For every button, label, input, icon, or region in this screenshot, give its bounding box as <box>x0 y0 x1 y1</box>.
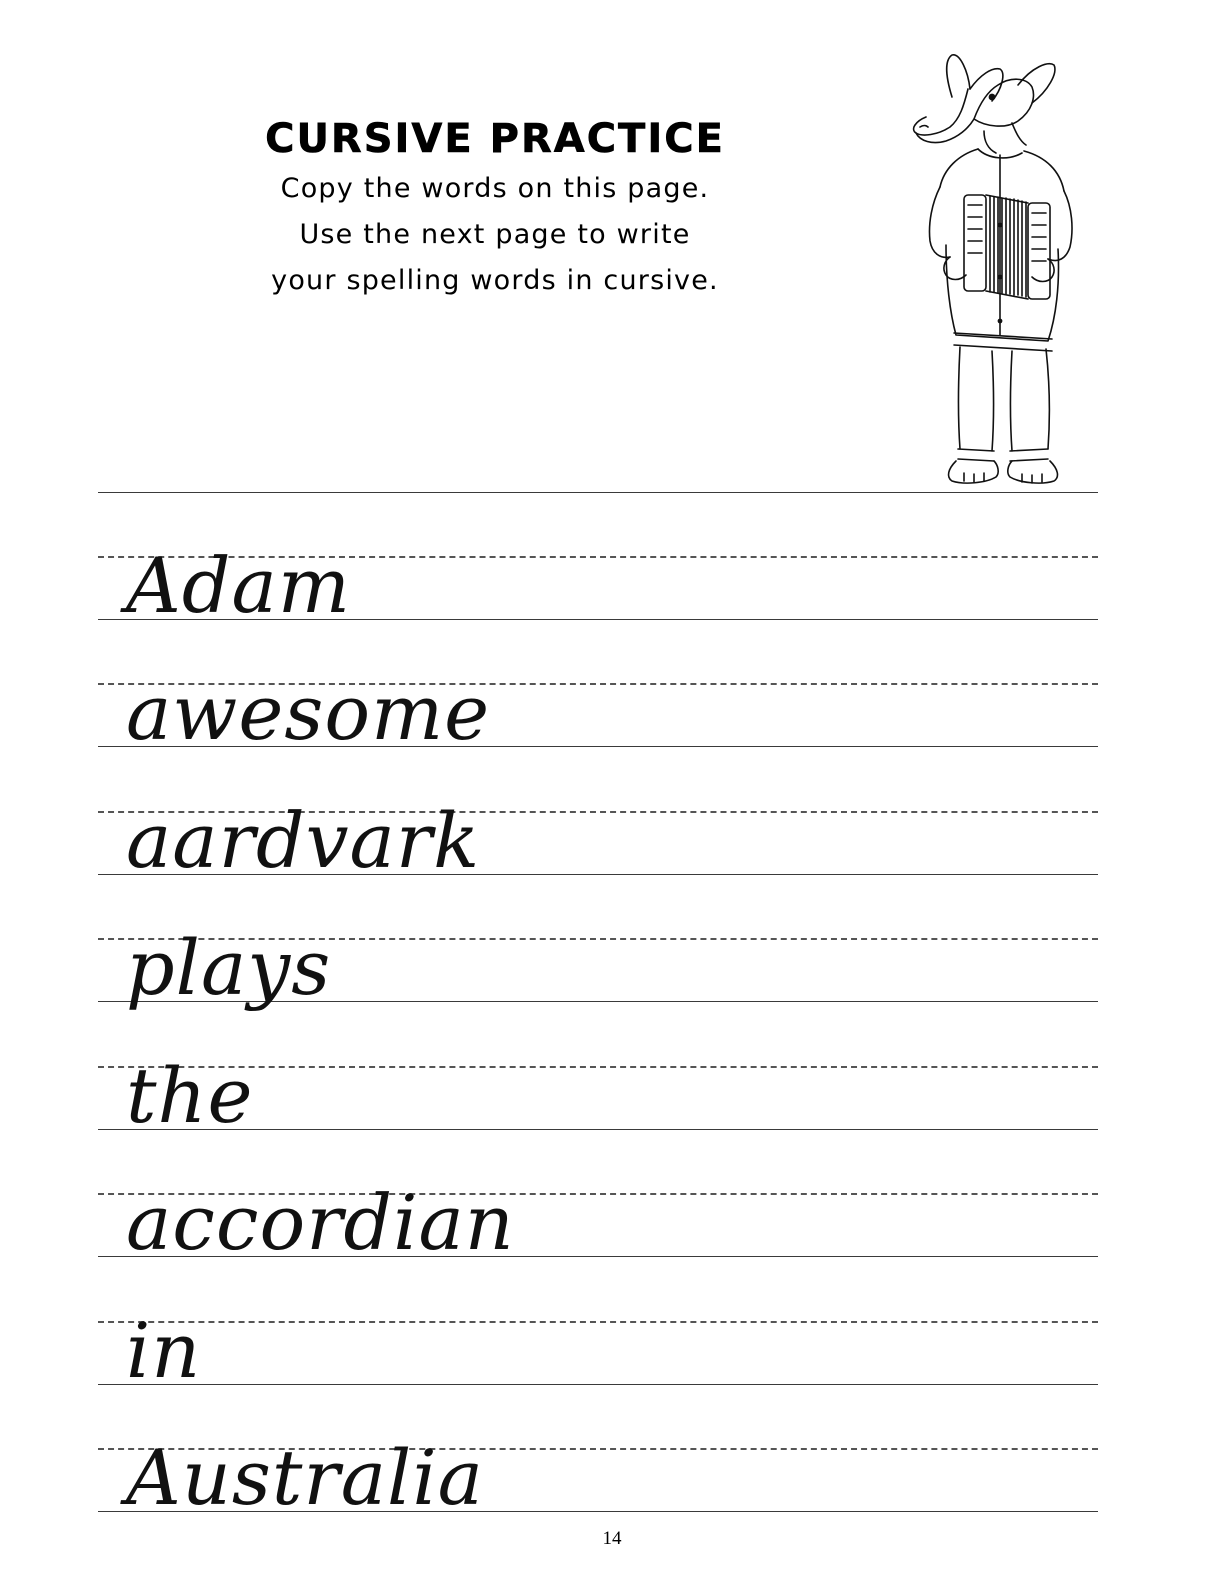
practice-line-row[interactable] <box>98 1257 1098 1395</box>
practice-word: awesome <box>126 668 491 757</box>
aardvark-accordion-icon <box>860 45 1090 485</box>
practice-line-row[interactable] <box>98 1002 1098 1140</box>
practice-line-row[interactable] <box>98 620 1098 757</box>
practice-word: in <box>126 1305 202 1395</box>
worksheet-header <box>150 118 840 304</box>
rule-midline-dashed <box>98 1321 1098 1323</box>
practice-line-row[interactable] <box>98 747 1098 885</box>
instruction-line-3: your spelling words in cursive. <box>271 264 719 296</box>
page-title: CURSIVE PRACTICE <box>265 116 725 162</box>
practice-word: accordian <box>126 1178 515 1267</box>
practice-word: aardvark <box>126 795 481 885</box>
practice-line-row[interactable] <box>98 1385 1098 1522</box>
practice-line-row[interactable] <box>98 875 1098 1012</box>
aardvark-accordion-illustration <box>860 45 1090 485</box>
practice-line-row[interactable] <box>98 1130 1098 1267</box>
instruction-line-2: Use the next page to write <box>299 218 691 250</box>
rule-top <box>98 492 1098 493</box>
practice-line-row[interactable] <box>98 492 1098 630</box>
practice-word: Adam <box>126 540 351 630</box>
page-number: 14 <box>602 1528 622 1549</box>
practice-word: the <box>126 1050 254 1140</box>
practice-word: plays <box>126 923 332 1012</box>
instruction-line-1: Copy the words on this page. <box>280 173 710 204</box>
practice-word: Australia <box>126 1433 484 1522</box>
cursive-practice-lines <box>98 492 1098 1522</box>
